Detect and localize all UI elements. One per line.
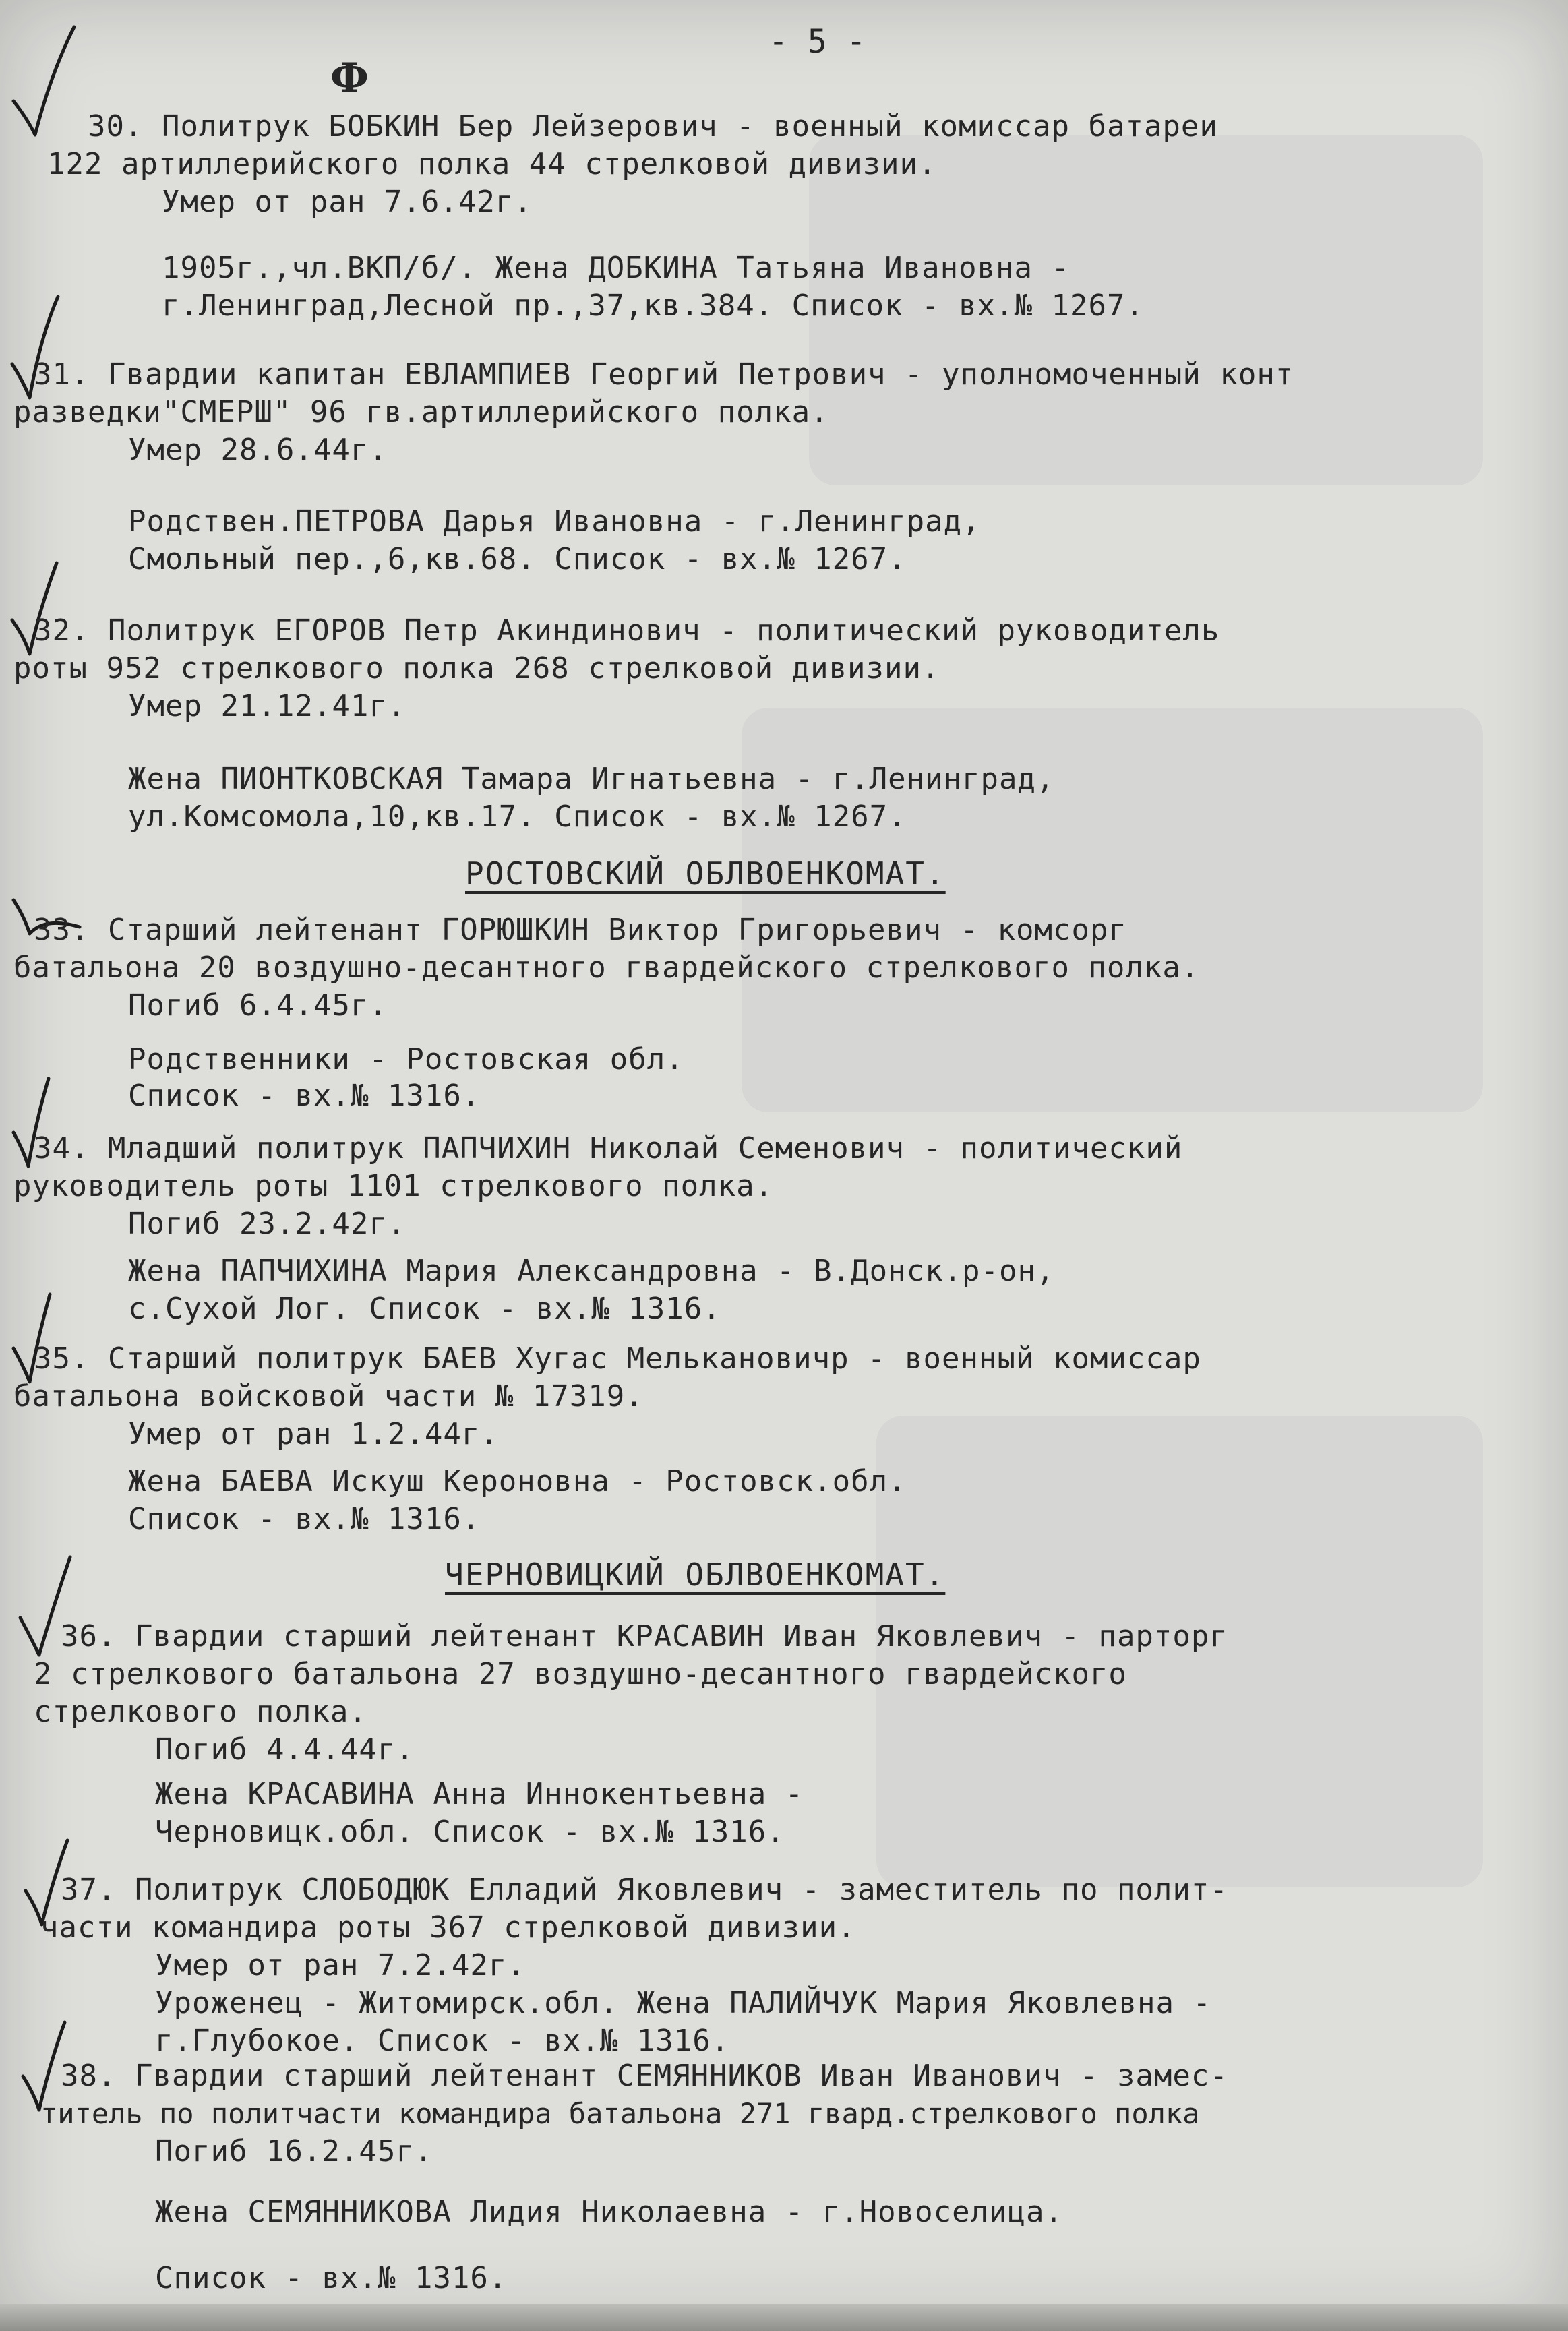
entry-32-line-4: Жена ПИОНТКОВСКАЯ Тамара Игнатьевна - г.Ленинград, [128,762,1055,796]
entry-32-line-2: роты 952 стрелкового полка 268 стрелковой дивизии. [13,651,940,686]
entry-35-line-2: батальона войсковой части № 17319. [13,1379,644,1414]
entry-34-line-5: с.Сухой Лог. Список - вх.№ 1316. [128,1292,721,1326]
entry-35-line-3: Умер от ран 1.2.44г. [128,1417,499,1451]
entry-36-line-1: 36. Гвардии старший лейтенант КРАСАВИН Иван Яковлевич - парторг [61,1619,1228,1654]
entry-32-line-1: 32. Политрук ЕГОРОВ Петр Акиндинович - политический руководитель [34,613,1220,648]
handwritten-initial: Ф [330,55,369,102]
entry-38-line-4: Жена СЕМЯННИКОВА Лидия Николаевна - г.Новоселица. [155,2195,1064,2229]
entry-31-line-1: 31. Гвардии капитан ЕВЛАМПИЕВ Георгий Петрович - уполномоченный конт [34,357,1294,392]
entry-38-line-5: Список - вх.№ 1316. [155,2261,508,2295]
entry-38-line-2: титель по политчасти командира батальона 271 гвард.стрелкового полка [40,2097,1200,2130]
entry-34-line-2: руководитель роты 1101 стрелкового полка. [13,1169,774,1203]
entry-36-line-2: 2 стрелкового батальона 27 воздушно-десантного гвардейского [34,1657,1127,1691]
entry-35-line-4: Жена БАЕВА Искуш Кероновна - Ростовск.обл. [128,1464,907,1498]
entry-31-line-2: разведки"СМЕРШ" 96 гв.артиллерийского полка. [13,395,829,429]
entry-33-line-2: батальона 20 воздушно-десантного гвардейского стрелкового полка. [13,950,1200,985]
entry-31-line-4: Родствен.ПЕТРОВА Дарья Ивановна - г.Ленинград, [128,504,981,539]
entry-31-line-5: Смольный пер.,6,кв.68. Список - вх.№ 1267. [128,542,907,576]
entry-36-line-6: Черновицк.обл. Список - вх.№ 1316. [155,1815,785,1849]
entry-33-line-1: 33. Старший лейтенант ГОРЮШКИН Виктор Григорьевич - комсорг [34,913,1127,947]
entry-33-line-4: Родственники - Ростовская обл. [128,1042,684,1077]
entry-36-line-4: Погиб 4.4.44г. [155,1732,415,1767]
section-heading-rostov: РОСТОВСКИЙ ОБЛВОЕНКОМАТ. [465,855,946,892]
entry-32-line-3: Умер 21.12.41г. [128,689,406,723]
entry-30-line-3: Умер от ран 7.6.42г. [162,185,533,219]
entry-30-line-4: 1905г.,чл.ВКП/б/. Жена ДОБКИНА Татьяна Ивановна - [162,251,1071,285]
entry-37-line-2: части командира роты 367 стрелковой дивизии. [40,1910,856,1945]
entry-30-line-2: 122 артиллерийского полка 44 стрелковой дивизии. [47,147,937,181]
section-heading-chernovtsy: ЧЕРНОВИЦКИЙ ОБЛВОЕНКОМАТ. [445,1556,946,1593]
entry-30-line-1: 30. Политрук БОБКИН Бер Лейзерович - военный комиссар батареи [88,109,1218,144]
entry-33-line-5: Список - вх.№ 1316. [128,1079,481,1113]
entry-31-line-3: Умер 28.6.44г. [128,433,388,467]
entry-35-line-1: 35. Старший политрук БАЕВ Хугас Мелькановичр - военный комиссар [34,1341,1201,1376]
page-bottom-edge [0,2304,1568,2331]
entry-35-line-5: Список - вх.№ 1316. [128,1502,481,1536]
entry-37-line-1: 37. Политрук СЛОБОДЮК Елладий Яковлевич - заместитель по полит- [61,1873,1228,1907]
entry-33-line-3: Погиб 6.4.45г. [128,988,388,1023]
entry-34-line-3: Погиб 23.2.42г. [128,1207,406,1241]
entry-30-line-5: г.Ленинград,Лесной пр.,37,кв.384. Список - вх.№ 1267. [162,289,1144,323]
entry-32-line-5: ул.Комсомола,10,кв.17. Список - вх.№ 1267. [128,799,907,834]
entry-38-line-1: 38. Гвардии старший лейтенант СЕМЯННИКОВ Иван Иванович - замес- [61,2059,1228,2093]
check-mark-icon [13,27,74,135]
entry-37-line-4: Уроженец - Житомирск.обл. Жена ПАЛИЙЧУК Мария Яковлевна - [155,1986,1211,2020]
entry-37-line-5: г.Глубокое. Список - вх.№ 1316. [155,2024,730,2058]
entry-38-line-3: Погиб 16.2.45г. [155,2134,433,2169]
page-number: - 5 - [768,23,866,61]
entry-36-line-3: стрелкового полка. [34,1695,367,1729]
entry-37-line-3: Умер от ран 7.2.42г. [155,1948,526,1982]
entry-34-line-4: Жена ПАПЧИХИНА Мария Александровна - В.Донск.р-он, [128,1254,1055,1288]
entry-34-line-1: 34. Младший политрук ПАПЧИХИН Николай Семенович - политический [34,1131,1183,1166]
entry-36-line-5: Жена КРАСАВИНА Анна Иннокентьевна - [155,1777,804,1811]
